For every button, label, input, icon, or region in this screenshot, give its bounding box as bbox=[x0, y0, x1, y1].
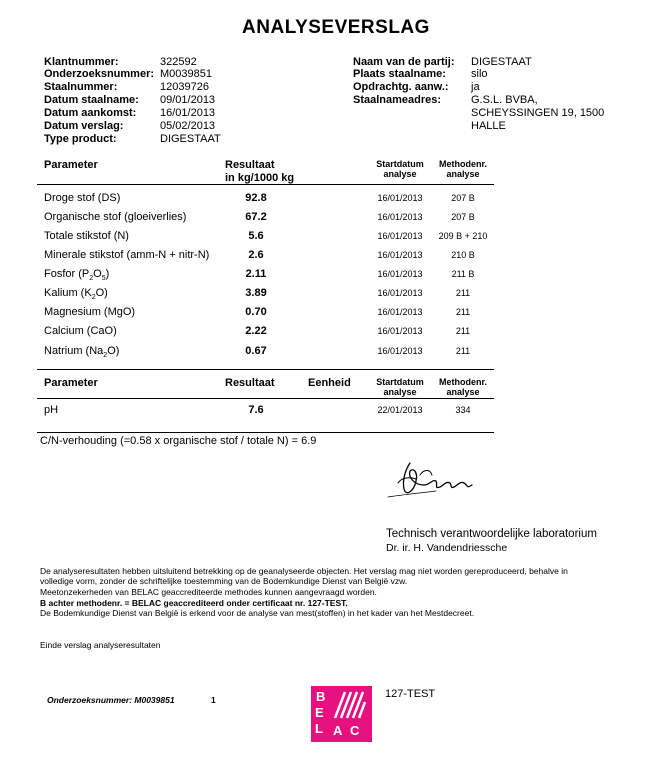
client-number-label: Klantnummer: bbox=[44, 56, 119, 68]
table1-method-header-line2: analyse bbox=[446, 169, 480, 179]
ph-method: 334 bbox=[455, 405, 471, 415]
sampling-date-label: Datum staalname: bbox=[44, 94, 139, 106]
party-name-label: Naam van de partij: bbox=[353, 56, 455, 68]
start-date: 16/01/2013 bbox=[377, 193, 423, 203]
end-of-report: Einde verslag analyseresultaten bbox=[40, 640, 161, 650]
research-number-label: Onderzoeksnummer: bbox=[44, 68, 155, 80]
table1-param-header: Parameter bbox=[44, 159, 98, 171]
table1-start-header bbox=[369, 159, 431, 179]
table2-method-header bbox=[432, 377, 494, 397]
parameter-name-part: Organische stof (gloeiverlies) bbox=[44, 211, 187, 223]
parameter-name-part: 2 bbox=[103, 352, 108, 360]
parameter-name-part: Droge stof (DS) bbox=[44, 192, 121, 204]
start-date: 16/01/2013 bbox=[377, 307, 423, 317]
start-date: 16/01/2013 bbox=[377, 250, 423, 260]
method-number: 207 B bbox=[451, 193, 475, 203]
parameter-name-part: Calcium (CaO) bbox=[44, 325, 117, 337]
parameter-name-part: 5 bbox=[101, 275, 106, 283]
result-value: 0.67 bbox=[245, 345, 267, 357]
start-date: 16/01/2013 bbox=[377, 288, 423, 298]
sampling-address-value: G.S.L. BVBA, bbox=[471, 94, 538, 106]
result-value: 2.22 bbox=[245, 325, 267, 337]
cn-ratio: C/N-verhouding (=0.58 x organische stof / totale N) = 6.9 bbox=[40, 435, 317, 447]
result-value: 67.2 bbox=[245, 211, 267, 223]
sampling-address-line2: SCHEYSSINGEN 19, 1500 bbox=[471, 107, 605, 119]
client-present-label: Opdrachtg. aanw.: bbox=[353, 81, 449, 93]
parameter-name bbox=[44, 268, 109, 282]
parameter-name-part: O bbox=[93, 268, 102, 280]
ph-value: 7.6 bbox=[248, 404, 264, 416]
party-name-value: DIGESTAAT bbox=[471, 56, 532, 68]
sample-number-label: Staalnummer: bbox=[44, 81, 118, 93]
sampling-address-line3: HALLE bbox=[471, 120, 506, 132]
table2-unit-header: Eenheid bbox=[308, 377, 351, 389]
result-value: 3.89 bbox=[245, 287, 267, 299]
parameter-name-part: Kalium (K bbox=[44, 287, 92, 299]
table2-start-header-line2: analyse bbox=[383, 387, 417, 397]
result-value: 2.6 bbox=[248, 249, 264, 261]
method-number: 211 B bbox=[451, 269, 475, 279]
belac-letter-c: C bbox=[350, 723, 360, 738]
result-value: 5.6 bbox=[248, 230, 264, 242]
parameter-name-part: Totale stikstof (N) bbox=[44, 230, 129, 242]
start-date: 16/01/2013 bbox=[377, 212, 423, 222]
table2-bottom-rule bbox=[37, 432, 494, 433]
table2-header-rule bbox=[37, 398, 494, 399]
belac-letter-a: A bbox=[333, 723, 343, 738]
method-number: 211 bbox=[455, 307, 471, 317]
parameter-name-part: Magnesium (MgO) bbox=[44, 306, 136, 318]
belac-letter-l: L bbox=[315, 721, 323, 736]
table1-method-header-line1: Methodenr. bbox=[438, 159, 487, 169]
parameter-name bbox=[44, 306, 135, 318]
footer-reference: Onderzoeksnummer: M0039851 bbox=[47, 695, 175, 705]
report-title: ANALYSEVERSLAG bbox=[242, 17, 430, 38]
table1-header-rule bbox=[37, 184, 494, 185]
result-value: 2.11 bbox=[245, 268, 267, 280]
table2-start-header bbox=[369, 377, 431, 397]
belac-stripes-icon bbox=[333, 690, 367, 720]
signature-name: Dr. ir. H. Vandendriessche bbox=[386, 542, 508, 554]
parameter-name bbox=[44, 287, 108, 301]
parameter-name-part: Natrium (Na bbox=[44, 345, 104, 357]
parameter-name-part: ) bbox=[105, 268, 110, 280]
parameter-name bbox=[44, 325, 117, 337]
table2-param-header: Parameter bbox=[44, 377, 98, 389]
parameter-name-part: 2 bbox=[89, 275, 94, 283]
page-number: 1 bbox=[211, 695, 216, 705]
footnote-3: Meetonzekerheden van BELAC geaccrediteerde methodes kunnen aangevraagd worden. bbox=[40, 587, 377, 597]
method-number: 210 B bbox=[451, 250, 475, 260]
table2-result-header: Resultaat bbox=[225, 377, 275, 389]
table1-result-header: Resultaat bbox=[225, 159, 275, 171]
parameter-name-part: Fosfor (P bbox=[44, 268, 90, 280]
result-value: 92.8 bbox=[245, 192, 267, 204]
sampling-place-label: Plaats staalname: bbox=[353, 68, 446, 80]
result-value: 0.70 bbox=[245, 306, 267, 318]
parameter-name bbox=[44, 249, 209, 261]
start-date: 16/01/2013 bbox=[377, 326, 423, 336]
table1-result-unit-header: in kg/1000 kg bbox=[225, 172, 295, 184]
start-date: 16/01/2013 bbox=[377, 346, 423, 356]
parameter-name bbox=[44, 192, 120, 204]
method-number: 211 bbox=[455, 346, 471, 356]
research-number-value: M0039851 bbox=[160, 68, 212, 80]
start-date: 16/01/2013 bbox=[377, 269, 423, 279]
table1-start-header-line1: Startdatum bbox=[376, 159, 424, 169]
method-number: 211 bbox=[455, 288, 471, 298]
report-date-value: 05/02/2013 bbox=[160, 120, 216, 132]
table2-method-header-line2: analyse bbox=[446, 387, 480, 397]
belac-letter-e: E bbox=[315, 705, 324, 720]
start-date: 16/01/2013 bbox=[377, 231, 423, 241]
sampling-date-value: 09/01/2013 bbox=[160, 94, 216, 106]
sampling-place-value: silo bbox=[471, 68, 488, 80]
parameter-name-part: 2 bbox=[91, 294, 96, 302]
product-type-label: Type product: bbox=[44, 133, 117, 145]
belac-logo bbox=[311, 686, 372, 742]
table1-start-header-line2: analyse bbox=[383, 169, 417, 179]
client-present-value: ja bbox=[471, 81, 480, 93]
report-date-label: Datum verslag: bbox=[44, 120, 124, 132]
footnote-4: B achter methodenr. = BELAC geaccrediteerd onder certificaat nr. 127-TEST. bbox=[40, 598, 348, 608]
footnote-2: volledige vorm, zonder de schriftelijke toestemming van de Bodemkundige Dienst van België vzw. bbox=[40, 576, 408, 586]
arrival-date-value: 16/01/2013 bbox=[160, 107, 216, 119]
parameter-name bbox=[44, 230, 129, 242]
ph-name: pH bbox=[44, 404, 59, 416]
method-number: 207 B bbox=[451, 212, 475, 222]
client-number-value: 322592 bbox=[160, 56, 197, 68]
parameter-name-part: O) bbox=[107, 345, 120, 357]
parameter-name-part: Minerale stikstof (amm-N + nitr-N) bbox=[44, 249, 210, 261]
table1-method-header bbox=[432, 159, 494, 179]
table1-bottom-rule bbox=[37, 369, 494, 370]
method-number: 209 B + 210 bbox=[438, 231, 488, 241]
product-type-value: DIGESTAAT bbox=[160, 133, 221, 145]
arrival-date-label: Datum aankomst: bbox=[44, 107, 137, 119]
table2-method-header-line1: Methodenr. bbox=[438, 377, 487, 387]
sample-number-value: 12039726 bbox=[160, 81, 209, 93]
table2-start-header-line1: Startdatum bbox=[376, 377, 424, 387]
belac-letter-b: B bbox=[316, 689, 326, 704]
belac-certificate: 127-TEST bbox=[385, 688, 436, 700]
parameter-name-part: O) bbox=[95, 287, 108, 299]
signature-title: Technisch verantwoordelijke laboratorium bbox=[386, 528, 597, 540]
ph-date: 22/01/2013 bbox=[377, 405, 423, 415]
signature-image bbox=[380, 455, 480, 505]
parameter-name bbox=[44, 345, 119, 359]
method-number: 211 bbox=[455, 326, 471, 336]
footnote-1: De analyseresultaten hebben uitsluitend betrekking op de geanalyseerde objecten. Het verslag mag niet worden gereproduceerd, behalve in bbox=[40, 566, 568, 576]
parameter-name bbox=[44, 211, 186, 223]
footnote-5: De Bodemkundige Dienst van België is erkend voor de analyse van mest(stoffen) in het kader van het Mestdecreet. bbox=[40, 608, 475, 618]
sampling-address-label: Staalnameadres: bbox=[353, 94, 442, 106]
